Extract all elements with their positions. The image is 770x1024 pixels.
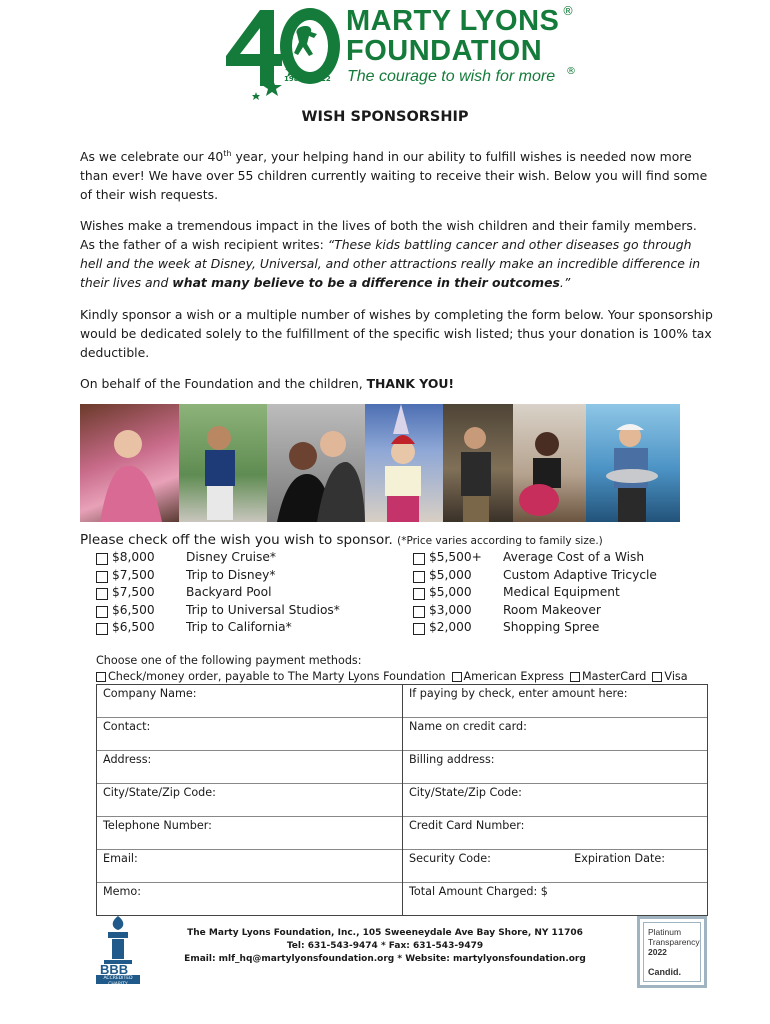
name-on-card-field[interactable]: Name on credit card: xyxy=(403,718,708,751)
wish-checkbox[interactable] xyxy=(413,606,425,618)
wish-amount: $6,500 xyxy=(112,620,155,634)
wish-name: Average Cost of a Wish xyxy=(503,550,645,564)
checkbox[interactable] xyxy=(452,672,462,682)
candid-seal-inner xyxy=(643,922,701,982)
wish-amount: $8,000 xyxy=(112,550,155,564)
wish-heading-text: Please check off the wish you wish to sponsor. xyxy=(80,532,398,548)
photo-celebrity-hug xyxy=(267,404,365,522)
wish-name: Custom Adaptive Tricycle xyxy=(503,567,657,582)
foundation-logo xyxy=(222,4,582,100)
wish-name: Disney Cruise* xyxy=(186,550,277,564)
checkbox[interactable] xyxy=(570,672,580,682)
registered-mark-tagline: ® xyxy=(566,66,576,77)
footer-email-website: Email: mlf_hq@martylyonsfoundation.org * Website: martylyonsfoundation.org xyxy=(184,954,586,964)
wish-name: Trip to California* xyxy=(186,620,292,634)
impact-text: Wishes make a tremendous impact in the lives of both the wish children and their family members. As the father of a wish recipient writes: xyxy=(80,218,697,252)
registered-mark: ® xyxy=(562,4,574,18)
security-code-cell[interactable] xyxy=(403,850,708,883)
contact-field[interactable]: Contact: xyxy=(97,718,403,751)
tagline: The courage to wish for more xyxy=(347,68,556,85)
wish-option[interactable] xyxy=(96,550,376,568)
payment-question: Choose one of the following payment methods: xyxy=(96,654,362,667)
page-title: WISH SPONSORSHIP xyxy=(301,109,469,125)
wish-name: Room Makeover xyxy=(503,602,601,617)
forty-years-emblem xyxy=(222,4,352,100)
wish-list-left xyxy=(96,550,376,638)
payment-option-check[interactable] xyxy=(96,670,446,683)
check-amount-field[interactable]: If paying by check, enter amount here: xyxy=(403,685,708,718)
wish-amount: $7,500 xyxy=(112,567,155,582)
card-number-field[interactable]: Credit Card Number: xyxy=(403,817,708,850)
wish-checkbox[interactable] xyxy=(96,606,108,618)
bbb-label: ACCREDITED CHARITY xyxy=(103,976,133,987)
telephone-field[interactable]: Telephone Number: xyxy=(97,817,403,850)
wish-name: Backyard Pool xyxy=(186,585,272,599)
wish-option[interactable] xyxy=(96,585,376,603)
wish-checkbox[interactable] xyxy=(413,571,425,583)
expiration-date-field[interactable]: Expiration Date: xyxy=(574,852,665,865)
footer-address: The Marty Lyons Foundation, Inc., 105 Sweeneydale Ave Bay Shore, NY 11706 xyxy=(187,928,583,938)
seal-type: Transparency xyxy=(648,937,700,947)
photo-costume xyxy=(443,404,513,522)
wish-name: Trip to Disney* xyxy=(186,567,276,582)
photo-boy-outdoors xyxy=(179,404,267,522)
wish-option[interactable] xyxy=(413,603,693,621)
sponsor-form xyxy=(96,684,708,916)
address-field[interactable]: Address: xyxy=(97,751,403,784)
wish-checkbox[interactable] xyxy=(96,588,108,600)
wish-list-right xyxy=(413,550,693,638)
total-amount-field[interactable]: Total Amount Charged: $ xyxy=(403,883,708,916)
photo-castle-sign xyxy=(365,404,443,522)
price-note: (*Price varies according to family size.) xyxy=(397,535,603,547)
candid-transparency-seal xyxy=(637,916,707,988)
thanks-text: On behalf of the Foundation and the children, xyxy=(80,376,367,391)
org-name-line1: MARTY LYONS xyxy=(346,5,560,37)
parent-quote-end: .” xyxy=(559,275,571,290)
wish-amount: $2,000 xyxy=(429,620,472,634)
intro-text-b: year, your helping hand in our ability to fulfill wishes is needed now more than ever! We have over 55 children currently waiting to receive their wish. Below you will find some of their wish requests. xyxy=(80,149,708,202)
wish-amount: $7,500 xyxy=(112,585,155,599)
wish-amount: $3,000 xyxy=(429,602,472,617)
seal-year: 2022 xyxy=(648,947,667,957)
form-row xyxy=(97,883,708,916)
wish-option[interactable] xyxy=(413,620,693,638)
wish-amount: $5,000 xyxy=(429,567,472,582)
wish-checkbox[interactable] xyxy=(413,553,425,565)
wish-checkbox[interactable] xyxy=(96,553,108,565)
form-row xyxy=(97,817,708,850)
candid-name: Candid. xyxy=(648,967,681,977)
intro-paragraph xyxy=(80,147,715,204)
payment-option-label: Visa xyxy=(664,670,688,683)
checkbox[interactable] xyxy=(652,672,662,682)
wish-option[interactable] xyxy=(96,620,376,638)
payment-option-mastercard[interactable] xyxy=(570,670,646,683)
wish-name: Trip to Universal Studios* xyxy=(186,602,340,617)
billing-address-field[interactable]: Billing address: xyxy=(403,751,708,784)
photo-princess-child xyxy=(80,404,179,522)
parent-quote: “These kids battling cancer and other diseases go through hell and the week at Disney, Universal, and other attractions really make an incredible difference in their lives and xyxy=(80,237,701,290)
wish-amount: $5,000 xyxy=(429,585,472,599)
city-state-zip-field[interactable]: City/State/Zip Code: xyxy=(97,784,403,817)
payment-option-label: MasterCard xyxy=(582,670,647,683)
form-row xyxy=(97,718,708,751)
wish-name: Medical Equipment xyxy=(503,585,620,599)
parent-quote-emphasis: what many believe to be a difference in their outcomes xyxy=(172,275,560,290)
payment-option-visa[interactable] xyxy=(652,670,687,683)
wish-option[interactable] xyxy=(413,568,693,586)
wish-name: Shopping Spree xyxy=(503,620,600,634)
wish-option[interactable] xyxy=(413,550,693,568)
form-row xyxy=(97,751,708,784)
wish-amount: $6,500 xyxy=(112,602,155,617)
thank-you-emphasis: THANK YOU! xyxy=(366,376,455,391)
payment-option-amex[interactable] xyxy=(452,670,564,683)
org-name-line2: FOUNDATION xyxy=(346,35,543,67)
form-row xyxy=(97,685,708,718)
years-label: 1982 - 2022 xyxy=(284,75,331,83)
photo-fishing xyxy=(586,404,680,522)
wish-amount: $5,500+ xyxy=(429,550,482,564)
form-row xyxy=(97,850,708,883)
wish-checkbox[interactable] xyxy=(413,623,425,635)
memo-field[interactable]: Memo: xyxy=(97,883,403,916)
security-code-field[interactable]: Security Code: xyxy=(409,852,491,865)
company-name-field[interactable]: Company Name: xyxy=(97,685,403,718)
wish-photo-strip xyxy=(80,404,680,522)
footer-phone: Tel: 631-543-9474 * Fax: 631-543-9479 xyxy=(286,941,484,951)
wish-checkbox[interactable] xyxy=(96,623,108,635)
wish-checkbox[interactable] xyxy=(413,588,425,600)
impact-paragraph xyxy=(80,216,715,292)
ordinal-suffix: th xyxy=(223,148,232,158)
checkbox[interactable] xyxy=(96,672,106,682)
billing-city-state-zip-field[interactable]: City/State/Zip Code: xyxy=(403,784,708,817)
email-field[interactable]: Email: xyxy=(97,850,403,883)
wish-option[interactable] xyxy=(413,585,693,603)
photo-gift-basket xyxy=(513,404,586,522)
thanks-paragraph xyxy=(80,374,715,393)
payment-option-label: Check/money order, payable to The Marty Lyons Foundation xyxy=(108,670,446,683)
seal-level: Platinum xyxy=(648,927,682,937)
wish-option[interactable] xyxy=(96,568,376,586)
payment-option-label: American Express xyxy=(463,670,565,683)
payment-options xyxy=(96,670,688,683)
sponsor-paragraph: Kindly sponsor a wish or a multiple number of wishes by completing the form below. Your sponsorship would be dedicated solely to the fulfillment of the specific wish listed; thus your donation is 100% tax deductible. xyxy=(80,307,713,360)
wish-checkbox[interactable] xyxy=(96,571,108,583)
bbb-name: BBB xyxy=(100,962,129,977)
form-row xyxy=(97,784,708,817)
wish-option[interactable] xyxy=(96,603,376,621)
wish-list-heading xyxy=(80,532,603,548)
intro-text-a: As we celebrate our 40 xyxy=(80,149,224,164)
